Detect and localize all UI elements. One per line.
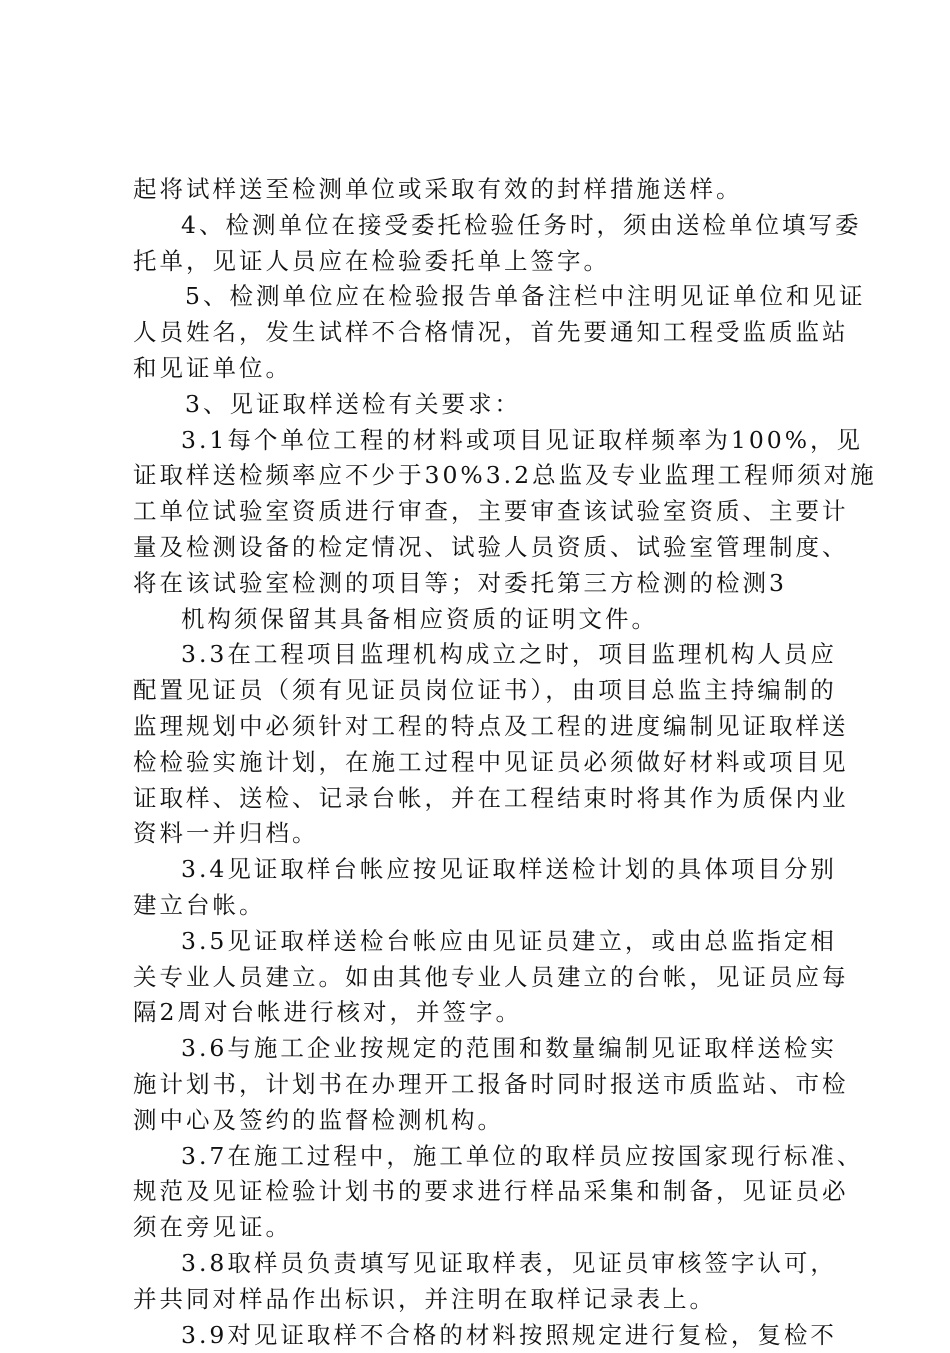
text-line: 人员姓名，发生试样不合格情况，首先要通知工程受监质监站	[133, 315, 853, 351]
paragraph-line: 3.9对见证取样不合格的材料按照规定进行复检，复检不	[133, 1318, 853, 1353]
paragraph-line: 3.4见证取样台帐应按见证取样送检计划的具体项目分别	[133, 852, 853, 888]
paragraph-line: 3.8取样员负责填写见证取样表，见证员审核签字认可，	[133, 1246, 853, 1282]
text-line: 建立台帐。	[133, 888, 853, 924]
paragraph-line: 4、检测单位在接受委托检验任务时，须由送检单位填写委	[133, 208, 853, 244]
text-line: 工单位试验室资质进行审查，主要审查该试验室资质、主要计	[133, 494, 853, 530]
paragraph-line: 5、检测单位应在检验报告单备注栏中注明见证单位和见证	[133, 279, 853, 315]
text-line: 将在该试验室检测的项目等；对委托第三方检测的检测3	[133, 566, 853, 602]
text-line: 测中心及签约的监督检测机构。	[133, 1103, 853, 1139]
text-line: 证取样送检频率应不少于30%3.2总监及专业监理工程师须对施	[133, 458, 853, 494]
document-body	[133, 172, 853, 1353]
text-line: 施计划书，计划书在办理开工报备时同时报送市质监站、市检	[133, 1067, 853, 1103]
text-line: 配置见证员（须有见证员岗位证书），由项目总监主持编制的	[133, 673, 853, 709]
text-line: 和见证单位。	[133, 351, 853, 387]
text-line: 量及检测设备的检定情况、试验人员资质、试验室管理制度、	[133, 530, 853, 566]
text-line: 并共同对样品作出标识，并注明在取样记录表上。	[133, 1282, 853, 1318]
text-line: 起将试样送至检测单位或采取有效的封样措施送样。	[133, 172, 853, 208]
text-line: 检检验实施计划，在施工过程中见证员必须做好材料或项目见	[133, 745, 853, 781]
text-line: 规范及见证检验计划书的要求进行样品采集和制备，见证员必	[133, 1174, 853, 1210]
paragraph-line: 3.3在工程项目监理机构成立之时，项目监理机构人员应	[133, 637, 853, 673]
paragraph-line: 机构须保留其具备相应资质的证明文件。	[133, 602, 853, 638]
paragraph-line: 3.7在施工过程中，施工单位的取样员应按国家现行标准、	[133, 1139, 853, 1175]
text-line: 证取样、送检、记录台帐，并在工程结束时将其作为质保内业	[133, 781, 853, 817]
text-line: 须在旁见证。	[133, 1210, 853, 1246]
paragraph-line: 3.5见证取样送检台帐应由见证员建立，或由总监指定相	[133, 924, 853, 960]
paragraph-line: 3.1每个单位工程的材料或项目见证取样频率为100%，见	[133, 423, 853, 459]
text-line: 资料一并归档。	[133, 816, 853, 852]
section-heading: 3、见证取样送检有关要求：	[133, 387, 853, 423]
text-line: 监理规划中必须针对工程的特点及工程的进度编制见证取样送	[133, 709, 853, 745]
paragraph-line: 3.6与施工企业按规定的范围和数量编制见证取样送检实	[133, 1031, 853, 1067]
text-line: 关专业人员建立。如由其他专业人员建立的台帐，见证员应每	[133, 960, 853, 996]
text-line: 隔2周对台帐进行核对，并签字。	[133, 995, 853, 1031]
text-line: 托单，见证人员应在检验委托单上签字。	[133, 244, 853, 280]
